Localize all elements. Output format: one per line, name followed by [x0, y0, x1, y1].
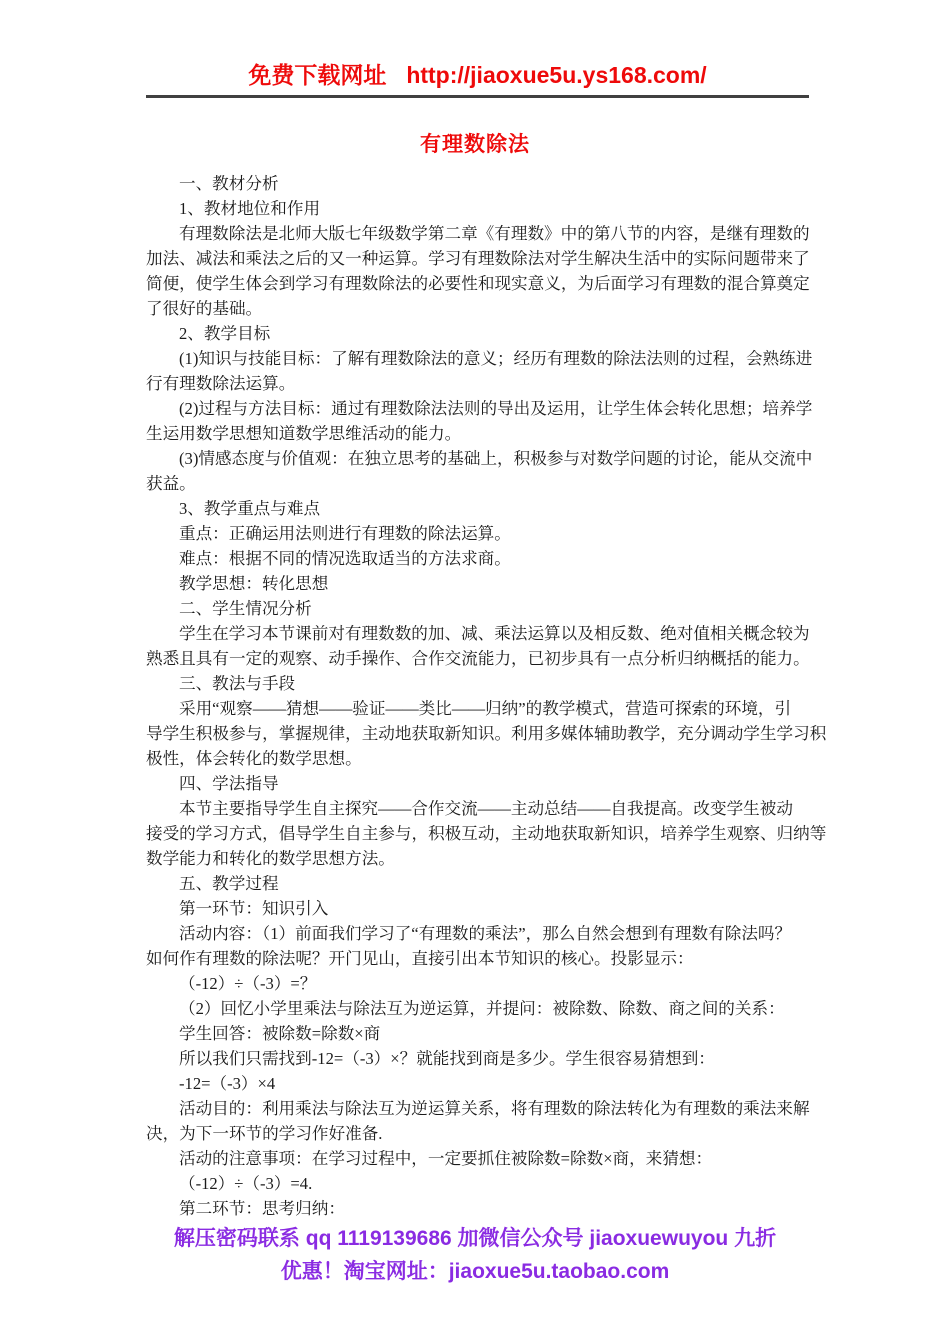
text-line: 活动的注意事项：在学习过程中，一定要抓住被除数=除数×商，来猜想： [179, 1149, 713, 1168]
text-line: 第二环节：思考归纳： [179, 1199, 345, 1218]
text-line: 行有理数除法运算。 [146, 374, 296, 393]
download-header [146, 60, 809, 90]
download-header-label: 免费下载网址 [248, 62, 387, 88]
text-line: 四、学法指导 [179, 774, 279, 793]
text-line: 所以我们只需找到-12=（-3）×？就能找到商是多少。学生很容易猜想到： [179, 1049, 715, 1068]
download-header-url[interactable]: http://jiaoxue5u.ys168.com/ [406, 62, 707, 88]
text-line: (3)情感态度与价值观：在独立思考的基础上，积极参与对数学问题的讨论，能从交流中 [179, 449, 813, 468]
text-line: 导学生积极参与，掌握规律，主动地获取新知识。利用多媒体辅助教学，充分调动学生学习积 [146, 724, 827, 743]
text-line: 1、教材地位和作用 [179, 199, 321, 218]
text-line: 第一环节：知识引入 [179, 899, 329, 918]
footer-taobao-url[interactable]: jiaoxue5u.taobao.com [448, 1260, 670, 1283]
text-line: 生运用数学思想知道数学思维活动的能力。 [146, 424, 462, 443]
text-line: (2)过程与方法目标：通过有理数除法法则的导出及运用，让学生体会转化思想；培养学 [179, 399, 813, 418]
text-line: 学生在学习本节课前对有理数数的加、减、乘法运算以及相反数、绝对值相关概念较为 [179, 624, 810, 643]
text-line: 了很好的基础。 [146, 299, 263, 318]
document-body [146, 171, 827, 1221]
footer-note-line1: 解压密码联系 qq 1119139686 加微信公众号 jiaoxuewuyou 九折 [173, 1227, 777, 1250]
footer-note [0, 1222, 950, 1288]
text-line: 数学能力和转化的数学思想方法。 [146, 849, 395, 868]
text-line: 活动内容：（1）前面我们学习了“有理数的乘法”，那么自然会想到有理数有除法吗？ [179, 924, 792, 943]
text-line: 简便，使学生体会到学习有理数除法的必要性和现实意义，为后面学习有理数的混合算奠定 [146, 274, 810, 293]
text-line: 二、学生情况分析 [179, 599, 312, 618]
text-line: 获益。 [146, 474, 196, 493]
document-title: 有理数除法 [420, 132, 530, 156]
text-line: 教学思想：转化思想 [179, 574, 329, 593]
text-line: 极性，体会转化的数学思想。 [146, 749, 362, 768]
text-line: 接受的学习方式，倡导学生自主参与，积极互动，主动地获取新知识，培养学生观察、归纳等 [146, 824, 827, 843]
text-line: （2）回忆小学里乘法与除法互为逆运算，并提问：被除数、除数、商之间的关系： [179, 999, 785, 1018]
header-divider [146, 95, 809, 98]
text-line: 3、教学重点与难点 [179, 499, 321, 518]
text-line: 活动目的：利用乘法与除法互为逆运算关系，将有理数的除法转化为有理数的乘法来解 [179, 1099, 810, 1118]
text-line: 熟悉且具有一定的观察、动手操作、合作交流能力，已初步具有一点分析归纳概括的能力。 [146, 649, 810, 668]
text-line: 一、教材分析 [179, 174, 279, 193]
text-line: 2、教学目标 [179, 324, 271, 343]
text-line: （-12）÷（-3）=？ [179, 974, 317, 993]
text-line: 如何作有理数的除法呢？开门见山，直接引出本节知识的核心。投影显示： [146, 949, 694, 968]
text-line: 学生回答：被除数=除数×商 [179, 1024, 381, 1043]
text-line: 有理数除法是北师大版七年级数学第二章《有理数》中的第八节的内容，是继有理数的 [179, 224, 810, 243]
text-line: (1)知识与技能目标：了解有理数除法的意义；经历有理数的除法法则的过程，会熟练进 [179, 349, 813, 368]
text-line: 本节主要指导学生自主探究——合作交流——主动总结——自我提高。改变学生被动 [179, 799, 793, 818]
text-line: 加法、减法和乘法之后的又一种运算。学习有理数除法对学生解决生活中的实际问题带来了 [146, 249, 810, 268]
text-line: 五、教学过程 [179, 874, 279, 893]
footer-note-line2 [0, 1255, 950, 1288]
text-line: -12=（-3）×4 [179, 1074, 276, 1093]
text-line: 三、教法与手段 [179, 674, 296, 693]
text-line: 采用“观察——猜想——验证——类比——归纳”的教学模式，营造可探索的环境，引 [179, 699, 792, 718]
text-line: 决，为下一环节的学习作好准备. [146, 1124, 383, 1143]
text-line: 难点：根据不同的情况选取适当的方法求商。 [179, 549, 511, 568]
footer-note-line2-prefix: 优惠！淘宝网址： [280, 1260, 449, 1283]
text-line: 重点：正确运用法则进行有理数的除法运算。 [179, 524, 511, 543]
text-line: （-12）÷（-3）=4. [179, 1174, 313, 1193]
